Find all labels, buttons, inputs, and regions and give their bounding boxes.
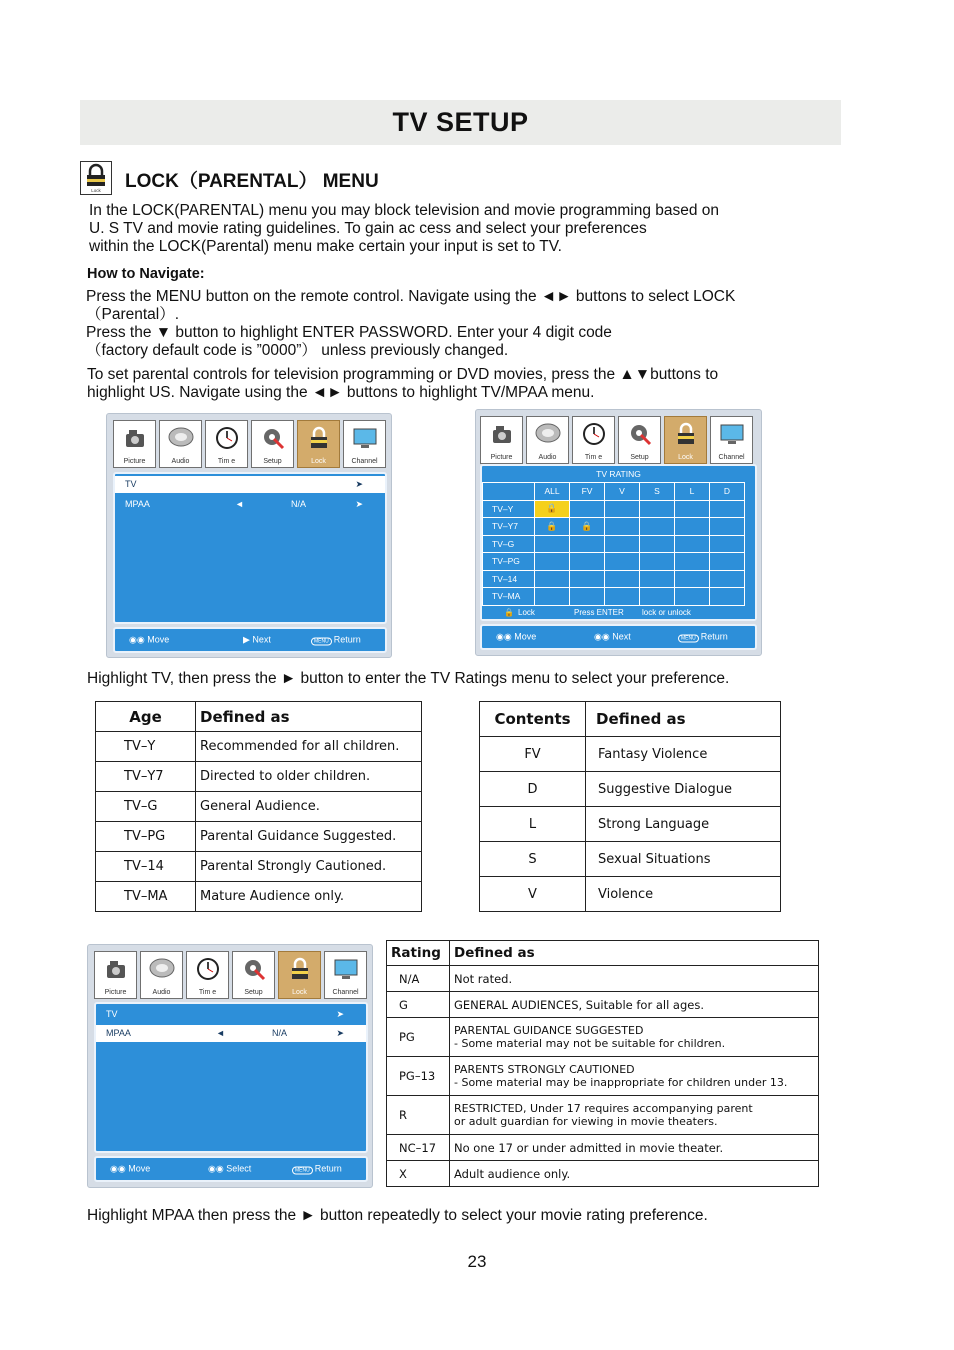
menu-label: Lock xyxy=(678,454,693,461)
speaker-icon xyxy=(168,425,194,451)
mpaa-row[interactable] xyxy=(115,496,385,513)
age-cell: TV–PG xyxy=(96,822,196,852)
menu-label: Lock xyxy=(292,989,307,996)
col-header: L xyxy=(675,483,710,501)
table-row xyxy=(480,772,781,807)
contents-cell: V xyxy=(480,877,586,912)
rating-grid xyxy=(482,482,745,606)
menu-label: Audio xyxy=(538,454,557,461)
definition-cell: Not rated. xyxy=(450,966,819,992)
grid-cell[interactable] xyxy=(605,588,640,606)
intro-line: within the LOCK(Parental) menu make certain your input is set to TV. xyxy=(89,238,562,255)
lock-icon: 🔒 xyxy=(581,520,593,531)
definition-cell: Sexual Situations xyxy=(586,842,781,877)
gear-icon xyxy=(627,421,653,447)
table-row xyxy=(480,807,781,842)
intro-paragraph xyxy=(89,202,719,256)
gear-icon xyxy=(241,956,267,982)
grid-cell[interactable] xyxy=(640,570,675,588)
grid-row xyxy=(483,588,745,606)
lock-icon xyxy=(306,425,332,451)
grid-cell[interactable] xyxy=(640,500,675,518)
grid-cell[interactable] xyxy=(640,588,675,606)
menu-lock[interactable] xyxy=(297,420,340,468)
header-defined: Defined as xyxy=(586,702,781,737)
grid-footer xyxy=(482,607,755,619)
intro-line: U. S TV and movie rating guidelines. To gain ac cess and select your preferences xyxy=(89,220,647,237)
rating-cell: X xyxy=(387,1161,450,1187)
arrow-right-icon[interactable]: ➤ xyxy=(336,1028,344,1038)
grid-cell[interactable] xyxy=(535,518,570,536)
mpaa-row[interactable] xyxy=(96,1025,366,1042)
definition-cell xyxy=(450,1096,819,1135)
grid-cell[interactable] xyxy=(535,500,570,518)
rating-panel xyxy=(480,464,757,621)
table-row xyxy=(96,822,422,852)
menu-audio[interactable] xyxy=(140,951,183,999)
table-row xyxy=(96,792,422,822)
nav-line: Press the ▼ button to highlight ENTER PASSWORD. Enter your 4 digit code xyxy=(86,324,612,341)
definition-cell xyxy=(450,1057,819,1096)
section-title: LOCK（PARENTAL） MENU xyxy=(125,171,379,192)
tv-mpaa-paragraph xyxy=(87,366,718,402)
menu-label: Setup xyxy=(263,458,282,465)
age-cell: TV–14 xyxy=(96,852,196,882)
table-row xyxy=(480,842,781,877)
menu-time[interactable] xyxy=(572,416,615,464)
menu-label: Channel xyxy=(351,458,378,465)
page-number: 23 xyxy=(467,1252,487,1271)
rating-cell: R xyxy=(387,1096,450,1135)
table-row xyxy=(387,1096,819,1135)
definition-cell: GENERAL AUDIENCES, Suitable for all ages. xyxy=(450,992,819,1018)
menu-audio[interactable] xyxy=(159,420,202,468)
menu-setup[interactable] xyxy=(251,420,294,468)
header-defined: Defined as xyxy=(450,941,819,966)
caption-tv: Highlight TV, then press the ► button to enter the TV Ratings menu to select your preference. xyxy=(87,670,730,687)
grid-cell[interactable] xyxy=(535,553,570,571)
tv-menu-screen-1 xyxy=(106,413,392,658)
camera-icon xyxy=(122,425,148,451)
nav-line: （factory default code is ”0000”） unless previously changed. xyxy=(86,342,509,359)
grid-cell[interactable] xyxy=(710,588,745,606)
grid-cell[interactable] xyxy=(570,518,605,536)
table-row xyxy=(387,992,819,1018)
definition-line: or adult guardian for viewing in movie theaters. xyxy=(454,1115,718,1128)
grid-cell[interactable] xyxy=(605,500,640,518)
grid-cell[interactable] xyxy=(675,588,710,606)
move-hint: ◉◉ Move xyxy=(129,634,170,645)
tv-row[interactable] xyxy=(96,1006,366,1023)
grid-cell[interactable] xyxy=(675,553,710,571)
nav-line: Press the MENU button on the remote control. Navigate using the ◄► buttons to select LOCK xyxy=(86,288,736,305)
footer-lock-unlock: lock or unlock xyxy=(642,608,691,617)
header-defined: Defined as xyxy=(196,702,422,732)
contents-table xyxy=(479,701,781,912)
row-label: TV xyxy=(106,1009,118,1019)
tv-menu-screen-2 xyxy=(475,409,762,656)
menu-label: Picture xyxy=(123,458,146,465)
arrow-right-icon: ➤ xyxy=(355,479,363,489)
menu-label: Audio xyxy=(171,458,190,465)
definition-cell xyxy=(450,1018,819,1057)
help-bar xyxy=(480,624,757,650)
age-cell: TV–MA xyxy=(96,882,196,912)
col-header: V xyxy=(605,483,640,501)
lock-icon xyxy=(80,161,112,195)
footer-lock: Lock xyxy=(518,608,535,617)
grid-cell[interactable] xyxy=(640,535,675,553)
table-row xyxy=(96,852,422,882)
nav-line: （Parental）. xyxy=(86,306,180,323)
camera-icon xyxy=(489,421,515,447)
menu-setup[interactable] xyxy=(618,416,661,464)
header-age: Age xyxy=(96,702,196,732)
tv-row[interactable] xyxy=(115,476,385,493)
lock-icon: 🔒 xyxy=(546,503,558,514)
menu-label: Audio xyxy=(152,989,171,996)
monitor-icon xyxy=(719,421,745,447)
nav-paragraph xyxy=(86,288,735,360)
header-rating: Rating xyxy=(387,941,450,966)
header-contents: Contents xyxy=(480,702,586,737)
menu-label: Tim e xyxy=(584,454,603,461)
definition-cell: Directed to older children. xyxy=(196,762,422,792)
return-hint: MENU Return xyxy=(678,632,728,643)
menu-audio[interactable] xyxy=(526,416,569,464)
row-label: TV–PG xyxy=(483,553,535,571)
next-hint: ◉◉ Next xyxy=(594,631,631,642)
menu-lock[interactable] xyxy=(664,416,707,464)
lock-icon xyxy=(287,956,313,982)
arrow-right-icon[interactable]: ➤ xyxy=(355,499,363,509)
grid-cell[interactable] xyxy=(710,518,745,536)
col-header: FV xyxy=(570,483,605,501)
row-value: N/A xyxy=(291,499,307,509)
grid-cell[interactable] xyxy=(675,535,710,553)
grid-cell[interactable] xyxy=(710,570,745,588)
row-label: MPAA xyxy=(106,1028,131,1038)
table-header-row xyxy=(480,702,781,737)
menu-time[interactable] xyxy=(205,420,248,468)
table-row xyxy=(387,1057,819,1096)
grid-cell[interactable] xyxy=(605,535,640,553)
return-hint: MENU Return xyxy=(292,1164,342,1175)
rating-cell: NC–17 xyxy=(387,1135,450,1161)
grid-cell[interactable] xyxy=(710,500,745,518)
gear-icon xyxy=(260,425,286,451)
menu-picture[interactable] xyxy=(480,416,523,464)
next-hint: ▶ Next xyxy=(243,634,271,645)
grid-row xyxy=(483,553,745,571)
col-header: D xyxy=(710,483,745,501)
grid-cell[interactable] xyxy=(570,535,605,553)
arrow-left-icon[interactable]: ◄ xyxy=(216,1028,225,1038)
menu-label: Channel xyxy=(718,454,745,461)
definition-line: RESTRICTED, Under 17 requires accompanying parent xyxy=(454,1102,753,1115)
definition-cell: Parental Guidance Suggested. xyxy=(196,822,422,852)
menu-label: Tim e xyxy=(217,458,236,465)
menu-lock[interactable] xyxy=(278,951,321,999)
age-cell: TV–G xyxy=(96,792,196,822)
intro-line: In the LOCK(PARENTAL) menu you may block television and movie programming based on xyxy=(89,202,720,219)
grid-cell[interactable] xyxy=(570,553,605,571)
menu-channel[interactable] xyxy=(710,416,753,464)
definition-line: - Some material may not be suitable for children. xyxy=(454,1037,726,1050)
table-row xyxy=(480,877,781,912)
table-row xyxy=(96,882,422,912)
row-label: TV–Y xyxy=(483,500,535,518)
clock-icon xyxy=(581,421,607,447)
grid-cell[interactable] xyxy=(710,535,745,553)
grid-row xyxy=(483,518,745,536)
definition-cell: Suggestive Dialogue xyxy=(586,772,781,807)
contents-cell: D xyxy=(480,772,586,807)
definition-cell: General Audience. xyxy=(196,792,422,822)
rating-cell: N/A xyxy=(387,966,450,992)
lock-icon: 🔒 xyxy=(546,520,558,531)
grid-cell[interactable] xyxy=(535,570,570,588)
row-label: TV–14 xyxy=(483,570,535,588)
contents-cell: L xyxy=(480,807,586,842)
table-row xyxy=(480,737,781,772)
select-hint: ◉◉ Select xyxy=(208,1163,252,1174)
grid-cell[interactable] xyxy=(570,500,605,518)
settings-panel xyxy=(113,472,387,624)
grid-cell[interactable] xyxy=(640,518,675,536)
para-line: To set parental controls for television programming or DVD movies, press the ▲▼buttons to xyxy=(87,366,719,383)
help-bar xyxy=(94,1156,368,1182)
clock-icon xyxy=(214,425,240,451)
section-icon-label: Lock xyxy=(91,188,101,193)
grid-cell[interactable] xyxy=(675,570,710,588)
row-label: TV–MA xyxy=(483,588,535,606)
menu-picture[interactable] xyxy=(94,951,137,999)
row-value: N/A xyxy=(272,1028,288,1038)
row-label: TV xyxy=(125,479,137,489)
menu-label: Channel xyxy=(332,989,359,996)
definition-cell: No one 17 or under admitted in movie theater. xyxy=(450,1135,819,1161)
menu-label: Tim e xyxy=(198,989,217,996)
grid-cell[interactable] xyxy=(570,588,605,606)
settings-panel xyxy=(94,1002,368,1153)
page-title-bar xyxy=(80,100,841,145)
menu-channel[interactable] xyxy=(324,951,367,999)
table-header-row xyxy=(387,941,819,966)
lock-icon xyxy=(673,421,699,447)
help-bar xyxy=(113,627,387,653)
speaker-icon xyxy=(535,421,561,447)
corner-cell xyxy=(483,483,535,501)
grid-cell[interactable] xyxy=(675,500,710,518)
menu-time[interactable] xyxy=(186,951,229,999)
menu-label: Setup xyxy=(630,454,649,461)
menu-label: Lock xyxy=(311,458,326,465)
page-title: TV SETUP xyxy=(392,107,529,137)
col-header: ALL xyxy=(535,483,570,501)
speaker-icon xyxy=(149,956,175,982)
rating-cell: PG xyxy=(387,1018,450,1057)
menu-setup[interactable] xyxy=(232,951,275,999)
grid-cell[interactable] xyxy=(570,570,605,588)
menu-picture[interactable] xyxy=(113,420,156,468)
grid-cell[interactable] xyxy=(710,553,745,571)
table-row xyxy=(387,966,819,992)
age-cell: TV–Y xyxy=(96,732,196,762)
grid-cell[interactable] xyxy=(535,588,570,606)
grid-cell[interactable] xyxy=(535,535,570,553)
rating-header: TV RATING xyxy=(482,468,755,480)
grid-row xyxy=(483,570,745,588)
arrow-left-icon[interactable]: ◄ xyxy=(235,499,244,509)
definition-line: PARENTS STRONGLY CAUTIONED xyxy=(454,1063,635,1076)
definition-cell: Strong Language xyxy=(586,807,781,842)
grid-cell[interactable] xyxy=(640,553,675,571)
rating-cell: G xyxy=(387,992,450,1018)
grid-cell[interactable] xyxy=(605,570,640,588)
rating-cell: PG–13 xyxy=(387,1057,450,1096)
table-row xyxy=(387,1161,819,1187)
contents-cell: S xyxy=(480,842,586,877)
menu-label: Setup xyxy=(244,989,263,996)
definition-cell: Fantasy Violence xyxy=(586,737,781,772)
menu-label: Picture xyxy=(104,989,127,996)
table-row xyxy=(387,1018,819,1057)
rating-table xyxy=(386,940,819,1187)
row-label: TV–Y7 xyxy=(483,518,535,536)
grid-header-row xyxy=(483,483,745,501)
monitor-icon xyxy=(352,425,378,451)
menu-label: Picture xyxy=(490,454,513,461)
menu-channel[interactable] xyxy=(343,420,386,468)
caption-mpaa: Highlight MPAA then press the ► button repeatedly to select your movie rating preference. xyxy=(87,1207,708,1224)
move-hint: ◉◉ Move xyxy=(496,631,537,642)
definition-line: - Some material may be inappropriate for children under 13. xyxy=(454,1076,788,1089)
col-header: S xyxy=(640,483,675,501)
monitor-icon xyxy=(333,956,359,982)
definition-cell: Mature Audience only. xyxy=(196,882,422,912)
tv-menu-screen-3 xyxy=(87,944,373,1188)
age-table xyxy=(95,701,422,912)
age-cell: TV–Y7 xyxy=(96,762,196,792)
camera-icon xyxy=(103,956,129,982)
footer-press: Press ENTER xyxy=(574,608,624,617)
arrow-right-icon[interactable]: ➤ xyxy=(336,1009,344,1019)
grid-cell[interactable] xyxy=(605,518,640,536)
move-hint: ◉◉ Move xyxy=(110,1163,151,1174)
row-label: TV–G xyxy=(483,535,535,553)
contents-cell: FV xyxy=(480,737,586,772)
definition-cell: Violence xyxy=(586,877,781,912)
menu-icon-row xyxy=(94,951,367,999)
table-row xyxy=(96,762,422,792)
definition-cell: Parental Strongly Cautioned. xyxy=(196,852,422,882)
menu-icon-row xyxy=(113,420,386,468)
grid-row xyxy=(483,500,745,518)
grid-row xyxy=(483,535,745,553)
para-line: highlight US. Navigate using the ◄► buttons to highlight TV/MPAA menu. xyxy=(87,384,595,401)
clock-icon xyxy=(195,956,221,982)
definition-cell: Adult audience only. xyxy=(450,1161,819,1187)
return-hint: MENU Return xyxy=(311,635,361,646)
menu-icon-row xyxy=(480,416,753,464)
grid-cell[interactable] xyxy=(675,518,710,536)
table-header-row xyxy=(96,702,422,732)
lock-icon: 🔒 xyxy=(504,608,514,617)
table-row xyxy=(96,732,422,762)
definition-cell: Recommended for all children. xyxy=(196,732,422,762)
how-to-title: How to Navigate: xyxy=(87,266,205,282)
row-label: MPAA xyxy=(125,499,150,509)
definition-line: PARENTAL GUIDANCE SUGGESTED xyxy=(454,1024,644,1037)
grid-cell[interactable] xyxy=(605,553,640,571)
table-row xyxy=(387,1135,819,1161)
